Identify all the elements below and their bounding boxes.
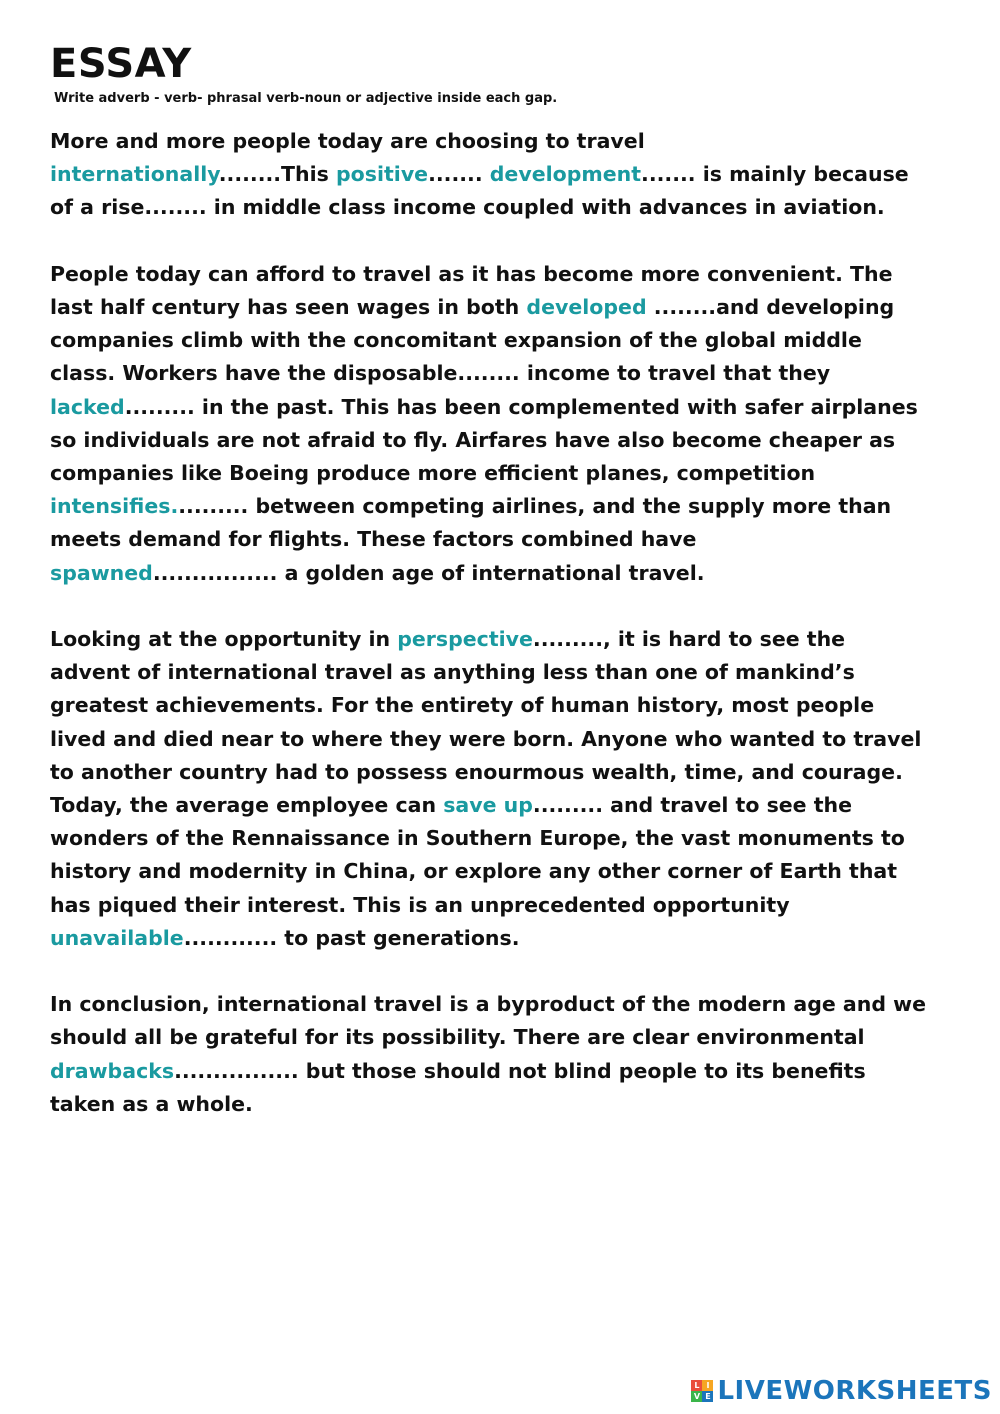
text: Looking at the opportunity in [50,627,398,652]
text: ......... and travel to see the wonders of the Rennaissance in Southern Europe, the vast monuments to history and modernity in China, or explore any other corner of Earth that has piqued their interest. This is an unprecedented opportunity [50,793,905,917]
brand-name: LIVEWORKSHEETS [717,1376,992,1406]
paragraph-3 [50,623,930,955]
logo-letter: I [702,1380,713,1391]
text: ................ a golden age of international travel. [152,560,705,585]
paragraph-2 [50,258,930,590]
logo-letter: L [691,1380,702,1391]
gap-answer[interactable]: internationally [50,162,219,187]
gap-answer[interactable]: positive [336,162,429,187]
page-title: ESSAY [50,41,192,87]
text: ........This [218,162,336,187]
essay-body [50,125,930,1154]
logo-letter: E [702,1391,713,1402]
gap-answer[interactable]: spawned [50,560,153,585]
text: ........., it is hard to see the advent of international travel as anything less than one of mankind’s greatest achievements. For the entirety of human history, most people lived and died near to where they were born. Anyone who wanted to travel to another country had to possess enourmous wealth, time, and courage. Today, the average employee can [50,627,922,818]
paragraph-1 [50,125,930,225]
text: ......... in the past. This has been complemented with safer airplanes so individuals are not afraid to fly. Airfares have also become cheaper as companies like Boeing produce more efficient planes, competition [50,394,918,486]
gap-answer[interactable]: unavailable [50,925,184,950]
paragraph-4 [50,988,930,1121]
text: ........and developing companies climb with the concomitant expansion of the global middle class. Workers have the disposable........ income to travel that they [50,295,895,386]
logo-letter: V [691,1391,702,1402]
gap-answer[interactable]: save up [443,793,533,818]
text: People today can afford to travel as it has become more convenient. The last half century has seen wages in both [50,261,893,319]
text: ............ to past generations. [183,925,520,950]
text: ....... [428,162,490,187]
text: In conclusion, international travel is a byproduct of the modern age and we should all be grateful for its possibility. There are clear environmental [50,992,926,1050]
gap-answer[interactable]: perspective [397,627,533,652]
gap-answer[interactable]: development [489,162,642,187]
instructions: Write adverb - verb- phrasal verb-noun or adjective inside each gap. [54,91,558,106]
gap-answer[interactable]: developed [526,295,647,319]
gap-answer[interactable]: intensifies. [50,494,179,519]
gap-answer[interactable]: lacked [50,394,125,419]
gap-answer[interactable]: drawbacks [50,1058,175,1083]
liveworksheets-logo[interactable] [691,1374,992,1408]
text: ................ but those should not blind people to its benefits taken as a whole. [50,1058,866,1116]
text: More and more people today are choosing to travel [50,129,645,153]
logo-mark-icon [691,1380,713,1402]
text: ......... between competing airlines, and the supply more than meets demand for flights. These factors combined have [50,494,892,552]
text: ....... is mainly because of a rise........ in middle class income coupled with advances in aviation. [50,162,909,220]
